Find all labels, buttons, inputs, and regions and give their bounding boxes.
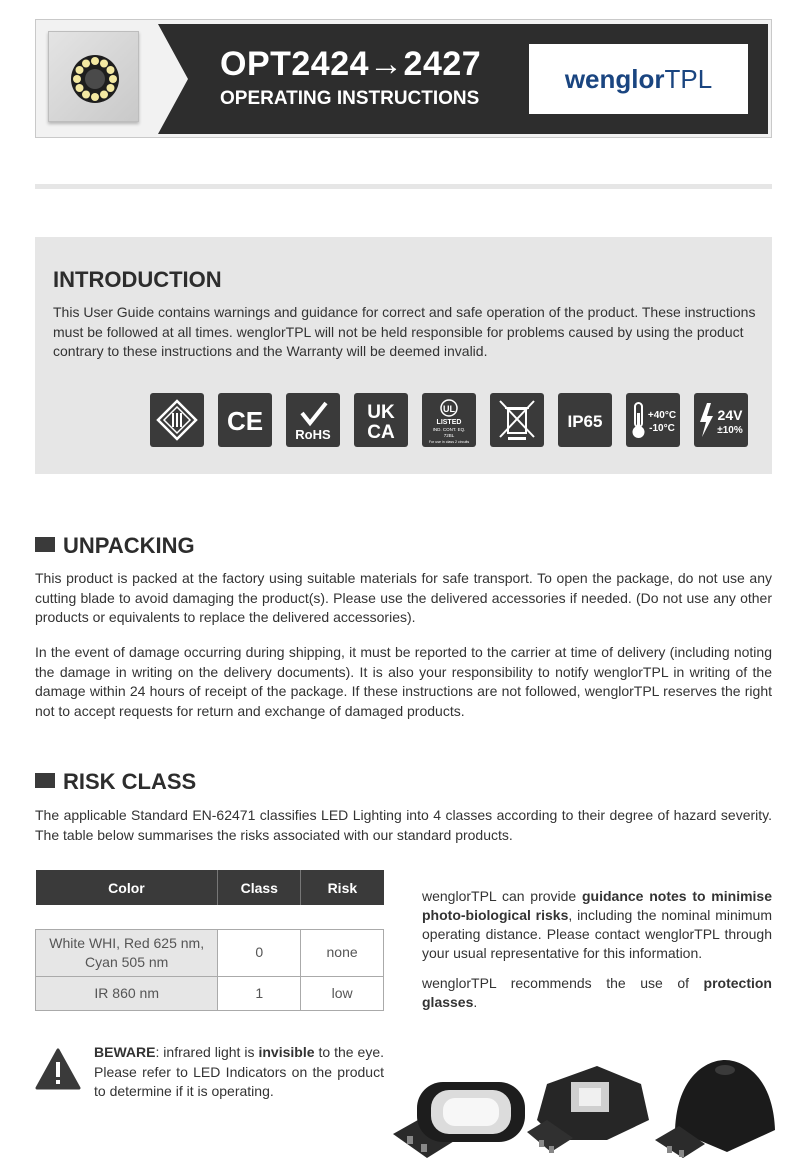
table-cell: 0 (218, 929, 301, 976)
weee-icon (490, 393, 544, 447)
column-header: Color (36, 870, 218, 905)
introduction-text: This User Guide contains warnings and guidance for correct and safe operation of the product. These instructions must be followed at all times. wenglorTPL will not be held responsible for problems caused by using the product contrary to these instructions and the Warranty will be deemed invalid. (53, 304, 756, 359)
unpacking-heading-text: UNPACKING (63, 533, 195, 558)
max-temperature: +40°C (647, 410, 677, 421)
temperature-icon (626, 393, 680, 447)
document-header (35, 19, 772, 138)
table-spacer (36, 905, 384, 929)
table-cell: low (301, 976, 384, 1010)
product-photos (387, 1036, 777, 1162)
rohs-icon (286, 393, 340, 447)
ul-listed-sublabel: IND. CONT. EQ. (432, 427, 466, 432)
ukca-icon (354, 393, 408, 447)
section-marker (35, 537, 55, 552)
column-header: Risk (301, 870, 384, 905)
product-photo-dark-dome (655, 1060, 775, 1158)
svg-text:UK: UK (367, 402, 395, 423)
document-subtitle: OPERATING INSTRUCTIONS (220, 88, 480, 109)
divider (35, 184, 772, 189)
brand-name: wenglor (564, 64, 665, 94)
table-cell: White WHI, Red 625 nm, Cyan 505 nm (36, 929, 218, 976)
risk-class-heading (35, 769, 196, 795)
product-title: OPT2424→2427 (220, 45, 482, 83)
ce-icon (218, 393, 272, 447)
unpacking-paragraph-2: In the event of damage occurring during shipping, it must be reported to the carrier at time of delivery (including noting the damage in writing on the delivery documents). It is also your responsibility to notify wenglorTPL in writing of the damage within 24 hours of receipt of the package. If these instructions are not followed, wenglorTPL reserves the right not to accept requests for return and exchange of damaged products. (35, 644, 772, 719)
ip65-label: IP65 (567, 412, 603, 431)
rohs-label: RoHS (295, 427, 331, 442)
ul-listed-note: For use in class 2 circuits (428, 440, 470, 444)
infrared-warning: BEWARE: infrared light is invisible to the eye. Please refer to LED Indicators on the product to determine if it is operating. (94, 1044, 384, 1099)
risk-class-heading-text: RISK CLASS (63, 769, 197, 794)
product-photo-dome-light (527, 1066, 649, 1153)
guidance-note: wenglorTPL can provide guidance notes to minimise photo-biological risks, including the nominal minimum operating distance. Please contact wenglorTPL through your usual representative for this information. (422, 888, 772, 961)
class-iii-icon (150, 393, 204, 447)
ul-listed-icon (422, 393, 476, 447)
table-cell: none (301, 929, 384, 976)
table-header-row (36, 870, 384, 905)
table-row (36, 929, 384, 976)
risk-class-intro: The applicable Standard EN-62471 classifies LED Lighting into 4 classes according to their degree of hazard severity. The table below summarises the risks associated with our standard products. (35, 807, 772, 843)
brand-logo (529, 44, 748, 114)
warning-icon (35, 1048, 81, 1090)
svg-text:UL: UL (443, 404, 455, 414)
voltage-tolerance: ±10% (717, 425, 743, 436)
product-photo-flat-ring (393, 1082, 525, 1158)
ul-listed-code: 72BL (443, 433, 455, 438)
section-marker (35, 773, 55, 788)
svg-text:CA: CA (367, 422, 395, 443)
min-temperature: -10°C (649, 423, 675, 434)
column-header: Class (218, 870, 301, 905)
introduction-heading: INTRODUCTION (53, 267, 222, 292)
ring-light-thumbnail (48, 31, 139, 122)
protection-glasses-note: wenglorTPL recommends the use of protection glasses. (422, 975, 772, 1010)
unpacking-heading (35, 533, 195, 559)
ul-listed-label: LISTED (436, 419, 462, 426)
voltage-value: 24V (717, 407, 743, 423)
table-row (36, 976, 384, 1010)
table-cell: 1 (218, 976, 301, 1010)
introduction-panel (35, 237, 772, 474)
ce-label: CE (226, 406, 264, 436)
risk-table (35, 870, 384, 1011)
voltage-icon (694, 393, 748, 447)
ip65-icon (558, 393, 612, 447)
brand-suffix: TPL (664, 64, 713, 94)
ring-light-icon (69, 53, 121, 105)
unpacking-paragraph-1: This product is packed at the factory using suitable materials for safe transport. To open the package, do not use any cutting blade to avoid damaging the product(s). Please use the delivered accessories if needed. (Do not use any other products or equivalents to replace the delivered accessories). (35, 570, 772, 625)
table-cell: IR 860 nm (36, 976, 218, 1010)
